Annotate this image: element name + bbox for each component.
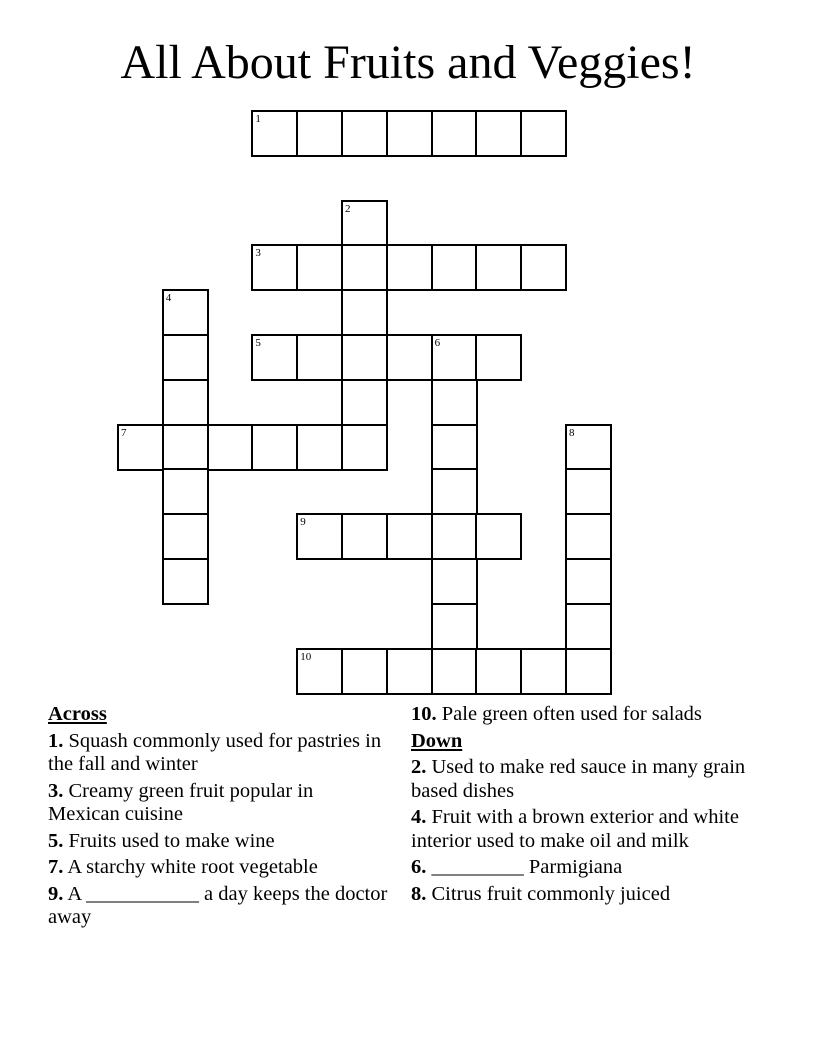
- clue-text: Squash commonly used for pastries in the fall and winter: [48, 729, 382, 775]
- clue-text: _________ Parmigiana: [426, 856, 623, 878]
- grid-cell[interactable]: [162, 424, 209, 471]
- page-title: All About Fruits and Veggies!: [120, 36, 696, 89]
- clue-across-7: [48, 856, 388, 880]
- grid-cell[interactable]: [565, 513, 612, 560]
- clue-across-1: [48, 730, 388, 777]
- grid-cell[interactable]: [475, 648, 522, 695]
- grid-cell[interactable]: [431, 513, 478, 560]
- clue-text: A ___________ a day keeps the doctor away: [48, 882, 388, 928]
- clue-number: 9.: [48, 882, 64, 905]
- grid-cell[interactable]: [162, 513, 209, 560]
- cell-number: 3: [255, 247, 261, 260]
- grid-cell[interactable]: [565, 468, 612, 515]
- grid-cell[interactable]: [341, 200, 388, 247]
- grid-cell[interactable]: [475, 110, 522, 157]
- grid-cell[interactable]: [431, 603, 478, 650]
- cell-number: 6: [434, 337, 441, 349]
- grid-cell[interactable]: [520, 110, 567, 157]
- grid-cell[interactable]: [162, 334, 209, 381]
- clue-text: Citrus fruit commonly juiced: [426, 882, 671, 905]
- grid-cell[interactable]: [431, 110, 478, 157]
- grid-cell[interactable]: [296, 244, 343, 291]
- grid-cell[interactable]: [296, 424, 343, 471]
- clue-text: Used to make red sauce in many grain based dishes: [411, 756, 746, 802]
- grid-cell[interactable]: [162, 558, 209, 605]
- grid-cell[interactable]: [296, 110, 343, 157]
- grid-cell[interactable]: [162, 289, 209, 336]
- grid-cell[interactable]: [341, 289, 388, 336]
- clue-across-5: [48, 830, 388, 854]
- grid-cell[interactable]: [341, 648, 388, 695]
- grid-cell[interactable]: [296, 334, 343, 381]
- down-heading: Down: [411, 729, 463, 752]
- grid-cell[interactable]: [520, 648, 567, 695]
- clue-number: 8.: [411, 882, 427, 905]
- grid-cell[interactable]: [296, 648, 343, 695]
- clue-text: Pale green often used for salads: [436, 703, 702, 725]
- grid-cell[interactable]: [251, 110, 298, 157]
- grid-cell[interactable]: [565, 603, 612, 650]
- grid-cell[interactable]: [520, 244, 567, 291]
- grid-cell[interactable]: [431, 558, 478, 605]
- cell-number: 7: [121, 426, 127, 439]
- grid-cell[interactable]: [117, 424, 164, 471]
- grid-cell[interactable]: [431, 424, 478, 471]
- grid-cell[interactable]: [162, 379, 209, 426]
- grid-cell[interactable]: [341, 513, 388, 560]
- clues-column-left: [48, 703, 388, 933]
- clue-across-9: [48, 883, 388, 930]
- cell-number: 2: [345, 202, 351, 215]
- grid-cell[interactable]: [251, 244, 298, 291]
- clue-down-6: [411, 856, 781, 880]
- cell-number: 5: [255, 337, 261, 349]
- grid-cell[interactable]: [341, 424, 388, 471]
- grid-cell[interactable]: [475, 513, 522, 560]
- clue-number: 7.: [48, 856, 64, 878]
- grid-cell[interactable]: [386, 244, 433, 291]
- grid-cell[interactable]: [386, 110, 433, 157]
- grid-cell[interactable]: [386, 334, 433, 381]
- clue-across-10: [411, 703, 781, 727]
- grid-cell[interactable]: [431, 244, 478, 291]
- clue-down-4: [411, 806, 781, 853]
- grid-cell[interactable]: [386, 648, 433, 695]
- grid-cell[interactable]: [341, 110, 388, 157]
- grid-cell[interactable]: [162, 468, 209, 515]
- clue-number: 2.: [411, 756, 427, 778]
- clue-number: 1.: [48, 729, 64, 752]
- grid-cell[interactable]: [431, 379, 478, 426]
- grid-cell[interactable]: [251, 424, 298, 471]
- grid-cell[interactable]: [341, 379, 388, 426]
- clue-text: Fruits used to make wine: [63, 829, 275, 852]
- clue-number: 4.: [411, 806, 427, 828]
- clue-text: Fruit with a brown exterior and white interior used to make oil and milk: [411, 806, 739, 852]
- grid-cell[interactable]: [341, 244, 388, 291]
- grid-cell[interactable]: [475, 244, 522, 291]
- grid-cell[interactable]: [565, 648, 612, 695]
- grid-cell[interactable]: [386, 513, 433, 560]
- cell-number: 10: [300, 650, 312, 663]
- grid-cell[interactable]: [431, 648, 478, 695]
- cell-number: 8: [569, 426, 575, 439]
- grid-cell[interactable]: [251, 334, 298, 381]
- clue-down-8: [411, 883, 781, 907]
- grid-cell[interactable]: [431, 468, 478, 515]
- grid-cell[interactable]: [341, 334, 388, 381]
- cell-number: 4: [165, 292, 172, 305]
- clue-down-2: [411, 756, 781, 803]
- clue-number: 10.: [411, 703, 437, 725]
- across-heading: Across: [48, 703, 107, 725]
- grid-cell[interactable]: [565, 424, 612, 471]
- clue-number: 6.: [411, 856, 427, 878]
- clue-text: A starchy white root vegetable: [63, 856, 318, 878]
- clues-column-right: [411, 703, 781, 909]
- grid-cell[interactable]: [207, 424, 254, 471]
- grid-cell[interactable]: [565, 558, 612, 605]
- grid-cell[interactable]: [431, 334, 478, 381]
- clue-text: Creamy green fruit popular in Mexican cuisine: [48, 779, 314, 825]
- clue-across-3: [48, 780, 388, 827]
- clue-number: 3.: [48, 779, 64, 802]
- grid-cell[interactable]: [475, 334, 522, 381]
- grid-cell[interactable]: [296, 513, 343, 560]
- cell-number: 9: [300, 516, 306, 529]
- clue-number: 5.: [48, 829, 64, 852]
- cell-number: 1: [255, 113, 261, 125]
